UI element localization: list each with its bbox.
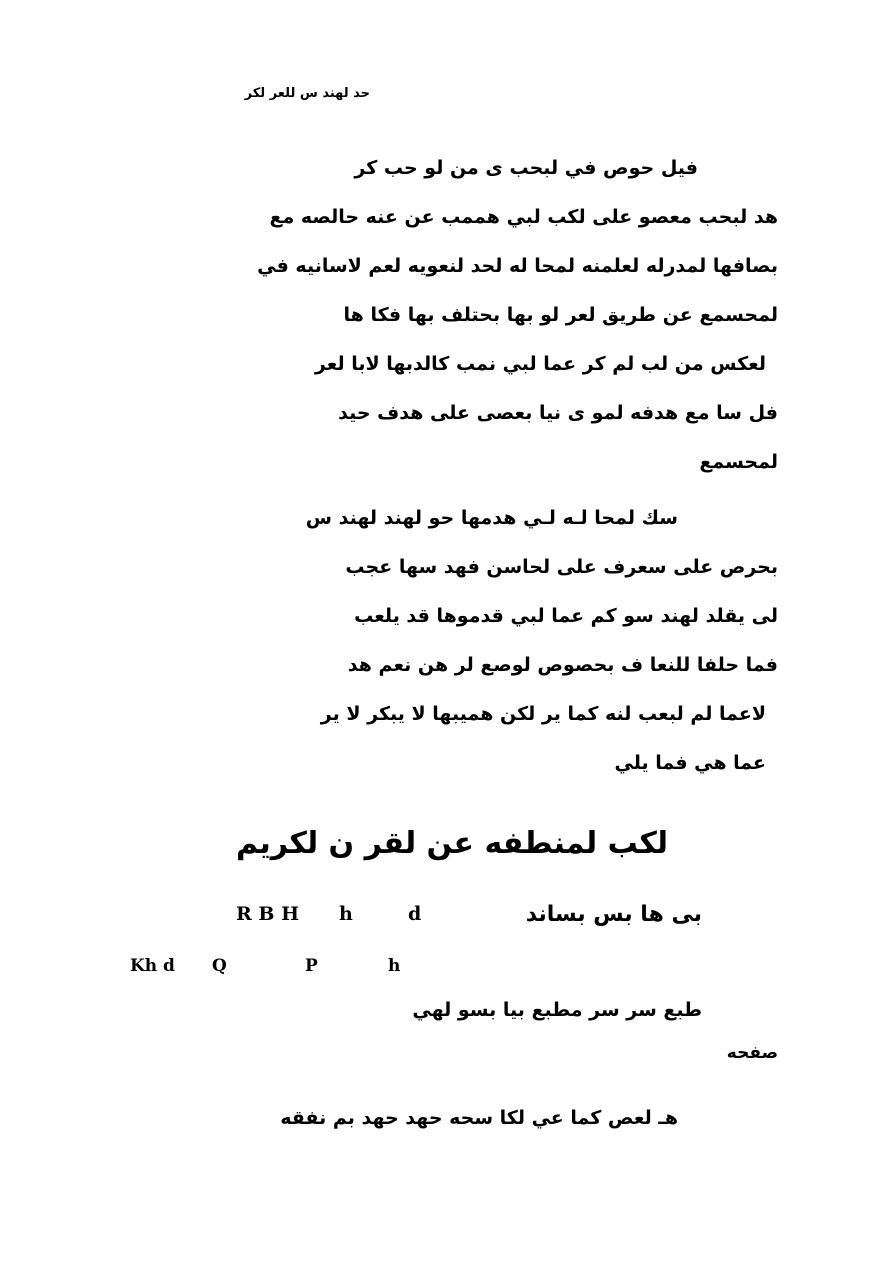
paragraph-line: فل سا مع هدفه لمو ى نيا بعصى على هدف حيد (338, 402, 778, 424)
paragraph-line: فيل حوص في لبحب ى من لو حب كر (354, 157, 698, 179)
paragraph-line: هد لبحب معصو على لكب لبي هممب عن عنه حالصه مع (269, 206, 778, 228)
latin-fragment-4: h (388, 956, 401, 976)
book-title-latin-1: R B H (236, 903, 300, 925)
book-title-latin-3: d (408, 903, 422, 925)
paragraph-line: لمحسمع عن طريق لعر لو بها بحتلف بها فكا ها (343, 304, 778, 326)
latin-fragment-3: P (305, 956, 318, 976)
latin-fragment-2: Q (212, 956, 227, 976)
paragraph-line: لمحسمع (699, 451, 778, 473)
paragraph-line: عما هي فما يلي (614, 752, 766, 774)
pages-label: صفحه (726, 1043, 778, 1063)
paragraph-second (126, 494, 778, 788)
paragraph-line: فما حلفا للنعا ف بحصوص لوصع لر هن نعم هد (347, 654, 778, 676)
paragraph-line: بصافها لمدرله لعلمنه لمحا له لحد لنعويه لعم لاسانيه في (257, 255, 778, 277)
latin-fragment-1: Kh d (130, 956, 175, 976)
print-info-line: طبع سر سر مطبع بيا بسو لهي (412, 999, 702, 1021)
paragraph-line: سك لمحا لـه لـي هدمها حو لهند لهند س (305, 507, 678, 529)
closing-line: هـ لعص كما عي لكا سحه حهد حهد بم نفقه (280, 1107, 678, 1129)
book-title: بى ها بس بساند (525, 902, 702, 927)
paragraph-line: لعكس من لب لم كر عما لبي نمب كالدبها لابا لعر (314, 353, 766, 375)
book-title-latin-2: h (339, 903, 353, 925)
section-heading: لكب لمنطفه عن لقر ن لكريم (235, 826, 669, 861)
paragraph-line: لاعما لم لبعب لنه كما ير لكن هميبها لا يبكر لا ير (320, 703, 766, 725)
running-header: حد لهند س للعر لكر (244, 86, 370, 101)
paragraph-line: بحرص على سعرف على لحاسن فهد سها عجب (345, 556, 778, 578)
paragraph-intro (126, 144, 778, 487)
paragraph-line: لى يقلد لهند سو كم عما لبي قدموها قد يلعب (354, 605, 778, 627)
